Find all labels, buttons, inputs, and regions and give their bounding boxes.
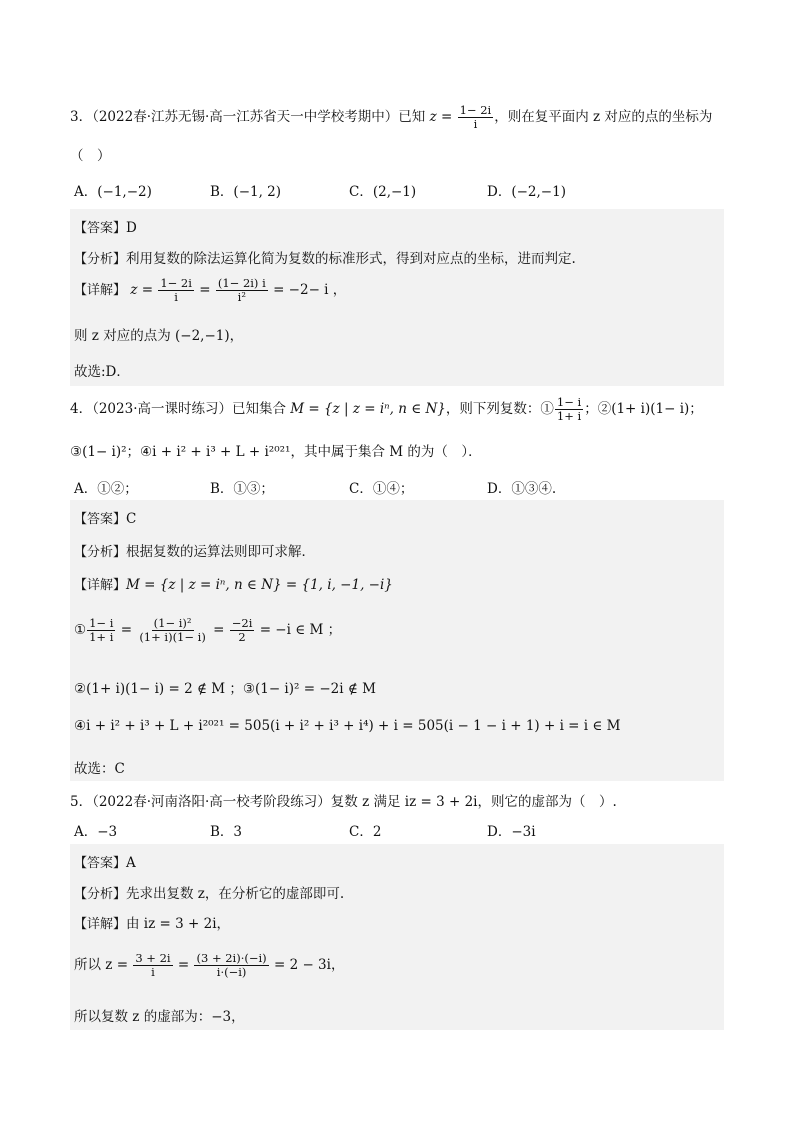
q4-stem: 4．（2023·高一课时练习）已知集合 M = {z | z = iⁿ, n ∈ N}，则下列复数：① $\frac{1- i}{1+ i}$ ；②(1+ i)(1− i)； [70,395,703,424]
q5-solution-box [70,844,724,1030]
q3-z-eq: z = [429,109,453,126]
q4-answer: 【答案】C [74,511,137,527]
q5-option-c: C．2 [349,824,382,840]
q5-option-b: B．3 [210,824,243,840]
q3-answer: 【答案】D [74,220,137,236]
q3-solution-box [70,209,724,386]
q3-paren: （ ） [70,148,111,164]
q4-option-c: C．①④； [349,481,414,497]
q5-stem [70,790,617,810]
q4-source: （2023·高一课时练习）已知集合 [92,401,286,418]
q4-set-def: M = {z | z = iⁿ, n ∈ N} [290,401,446,418]
q4-detail: 【详解】M = {z | z = iⁿ, n ∈ N} = {1, i, −1, −i} [74,577,393,593]
q4-option-a: A．①②； [74,481,138,497]
q3-option-a: A．(−1,−2) [74,184,152,200]
q5-detail-step1: 所以 z = $\frac{3 + 2i}{i}$ = $\frac{(3 + 2i)\cdot(-i)}{i\cdot(-i)}$ = 2 − 3i， [74,951,345,980]
q3-number: 3． [70,109,93,126]
q4-detail-step2: ②(1+ i)(1− i) = 2 ∉ M ；③(1− i)² = −2i ∉ M [74,681,376,697]
q4-fraction: $\frac{1- i}{1+ i}$ [556,395,582,424]
q4-stem-line2: ③(1− i)²；④i + i² + i³ + L + i²⁰²¹，其中属于集合 M 的为（ ）． [70,444,482,460]
q4-option-d: D．①③④. [487,481,557,497]
q5-option-d: D．−3i [487,824,536,840]
q3-option-b: B．(−1, 2) [210,184,282,200]
q3-stem [70,104,712,131]
q3-tail: ，则在复平面内 z 对应的点的坐标为 [494,109,713,126]
q5-answer: 【答案】A [74,855,136,871]
q4-analysis: 【分析】根据复数的运算法则即可求解． [74,544,316,560]
q3-detail: 【详解】 z = $\frac{1- 2i}{i}$ = $\frac{(1- 2i) i}{\text{i²}}$ = −2− i ， [74,276,347,305]
q4-number: 4． [70,401,93,418]
q5-option-a: A．−3 [74,824,118,840]
q4-detail-step3: ④i + i² + i³ + L + i²⁰²¹ = 505(i + i² + i³ + i⁴) + i = 505(i − 1 − i + 1) + i = i ∈ M [74,718,621,734]
q5-detail-step2: 所以复数 z 的虚部为：−3， [74,1009,245,1025]
q4-final: 故选：C [74,761,125,777]
q3-choice-line: 故选:D． [74,364,130,380]
q5-text: （2022春·河南洛阳·高一校考阶段练习）复数 z 满足 iz = 3 + 2i，则它的虚部为（ ）. [92,794,617,810]
q3-point-line: 则 z 对应的点为 (−2,−1)， [74,328,244,344]
q5-analysis: 【分析】先求出复数 z，在分析它的虚部即可. [74,886,345,902]
q4-solution-box [70,500,724,781]
q3-option-c: C．(2,−1) [349,184,417,200]
q3-source: （2022春·江苏无锡·高一江苏省天一中学校考期中）已知 [92,109,426,126]
q3-option-d: D．(−2,−1) [487,184,566,200]
q4-option-b: B．①③； [210,481,274,497]
q5-number: 5． [70,794,93,810]
q4-detail-step1: ① $\frac{1- i}{1+ i}$ = $\frac{\text{(1− i)²}}{(1+ i)(1- i)}$ = $\frac{-2i}{2}$ = −i ∈ M ； [74,616,342,645]
q5-detail: 【详解】由 iz = 3 + 2i， [74,916,231,932]
q3-fraction: $\frac{1- 2i}{i}$ [459,103,492,132]
q3-analysis: 【分析】利用复数的除法运算化简为复数的标准形式，得到对应点的坐标，进而判定. [74,251,576,267]
